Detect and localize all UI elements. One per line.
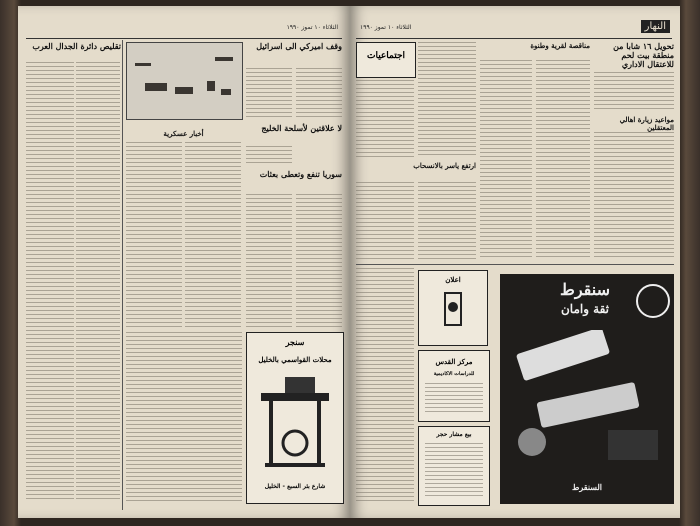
right-headline-2: تحويل ١٦ شابا من منطقة بيت لحم للاعتقال الاداري bbox=[613, 41, 674, 70]
left-col-j-text bbox=[126, 332, 242, 502]
left-headline-2: وقف اميركي الى اسرائيل bbox=[256, 41, 342, 51]
choc-footer: السنقرط bbox=[571, 482, 603, 492]
right-col-i-text bbox=[356, 268, 414, 504]
chocolate-bars-illustration bbox=[508, 330, 668, 470]
left-col-c-text bbox=[126, 142, 182, 328]
choc-tagline: ثقة وامان bbox=[560, 302, 610, 316]
ad-brand: سنجر bbox=[285, 337, 305, 347]
jerusalem-center-ad bbox=[418, 350, 490, 422]
right-col-f-text bbox=[536, 60, 590, 260]
left-col-e-text bbox=[246, 68, 292, 120]
right-col-c-text bbox=[418, 42, 476, 158]
sale-ad bbox=[418, 426, 490, 506]
right-date-line: الثلاثاء ١٠ تموز ١٩٩٠ bbox=[360, 24, 412, 31]
left-col-b-text bbox=[76, 62, 120, 502]
left-headline-3: لا علاقتين لأسلحة الخليج bbox=[261, 123, 342, 133]
column-rule bbox=[122, 40, 123, 510]
emblem-icon bbox=[441, 289, 465, 329]
choc-brand: سنقرط bbox=[560, 280, 610, 299]
right-col-a-text bbox=[356, 80, 414, 160]
ad-title: محلات القواسمي بالخليل bbox=[258, 355, 332, 364]
left-col-f-text bbox=[296, 68, 342, 120]
photo-scene bbox=[127, 43, 242, 119]
mini-ad-title: اعلان bbox=[445, 275, 461, 284]
left-col-i-text bbox=[296, 194, 342, 328]
sewing-machine-ad bbox=[246, 332, 344, 504]
chocolate-ad bbox=[500, 274, 674, 504]
social-box bbox=[356, 42, 416, 78]
center-ad-sub: للدراسات الاكاديمية bbox=[433, 371, 475, 377]
right-page-header bbox=[356, 12, 672, 39]
left-page-header bbox=[26, 12, 342, 39]
left-page bbox=[18, 6, 350, 518]
masthead-logo: النهار bbox=[641, 20, 670, 33]
right-col-g-text bbox=[594, 72, 674, 112]
left-headline-5: سوريا تنفع وتعطى بعثات bbox=[259, 169, 342, 179]
right-headline-1: مناقصة لقرية وطنوة bbox=[530, 41, 590, 50]
right-col-h-text bbox=[594, 132, 674, 260]
news-photo bbox=[126, 42, 243, 120]
left-headline-1: تقليص دائرة الجدال العرب bbox=[32, 41, 121, 51]
sewing-machine-illustration bbox=[255, 373, 335, 473]
left-col-d-text bbox=[185, 142, 241, 328]
sale-ad-title: بيع مشار حجر bbox=[436, 431, 472, 438]
center-ad-text bbox=[425, 383, 483, 415]
left-date-line: الثلاثاء ١٠ تموز ١٩٩٠ bbox=[286, 24, 338, 31]
left-headline-4: أخبار عسكرية bbox=[163, 129, 204, 138]
horizontal-rule bbox=[356, 264, 674, 265]
left-col-h-text bbox=[246, 194, 292, 328]
sale-ad-text bbox=[425, 443, 483, 499]
right-col-b-text bbox=[356, 182, 414, 262]
mini-ad bbox=[418, 270, 488, 346]
right-col-e-text bbox=[480, 60, 532, 260]
right-headline-4: ارتفع ياسر بالانسحاب bbox=[413, 161, 476, 170]
center-ad-title: مركز القدس bbox=[435, 357, 473, 366]
right-page bbox=[350, 6, 680, 518]
ad-footer: شارع بئر السبع - الخليل bbox=[264, 483, 326, 490]
brand-seal-icon bbox=[636, 284, 670, 318]
social-title: اجتماعيات bbox=[366, 51, 406, 61]
left-col-g-text bbox=[246, 146, 292, 166]
right-headline-3: مواعيد زيارة اهالي المعتقلين bbox=[619, 115, 674, 133]
left-col-a-text bbox=[26, 62, 74, 502]
right-col-d-text bbox=[418, 182, 476, 262]
